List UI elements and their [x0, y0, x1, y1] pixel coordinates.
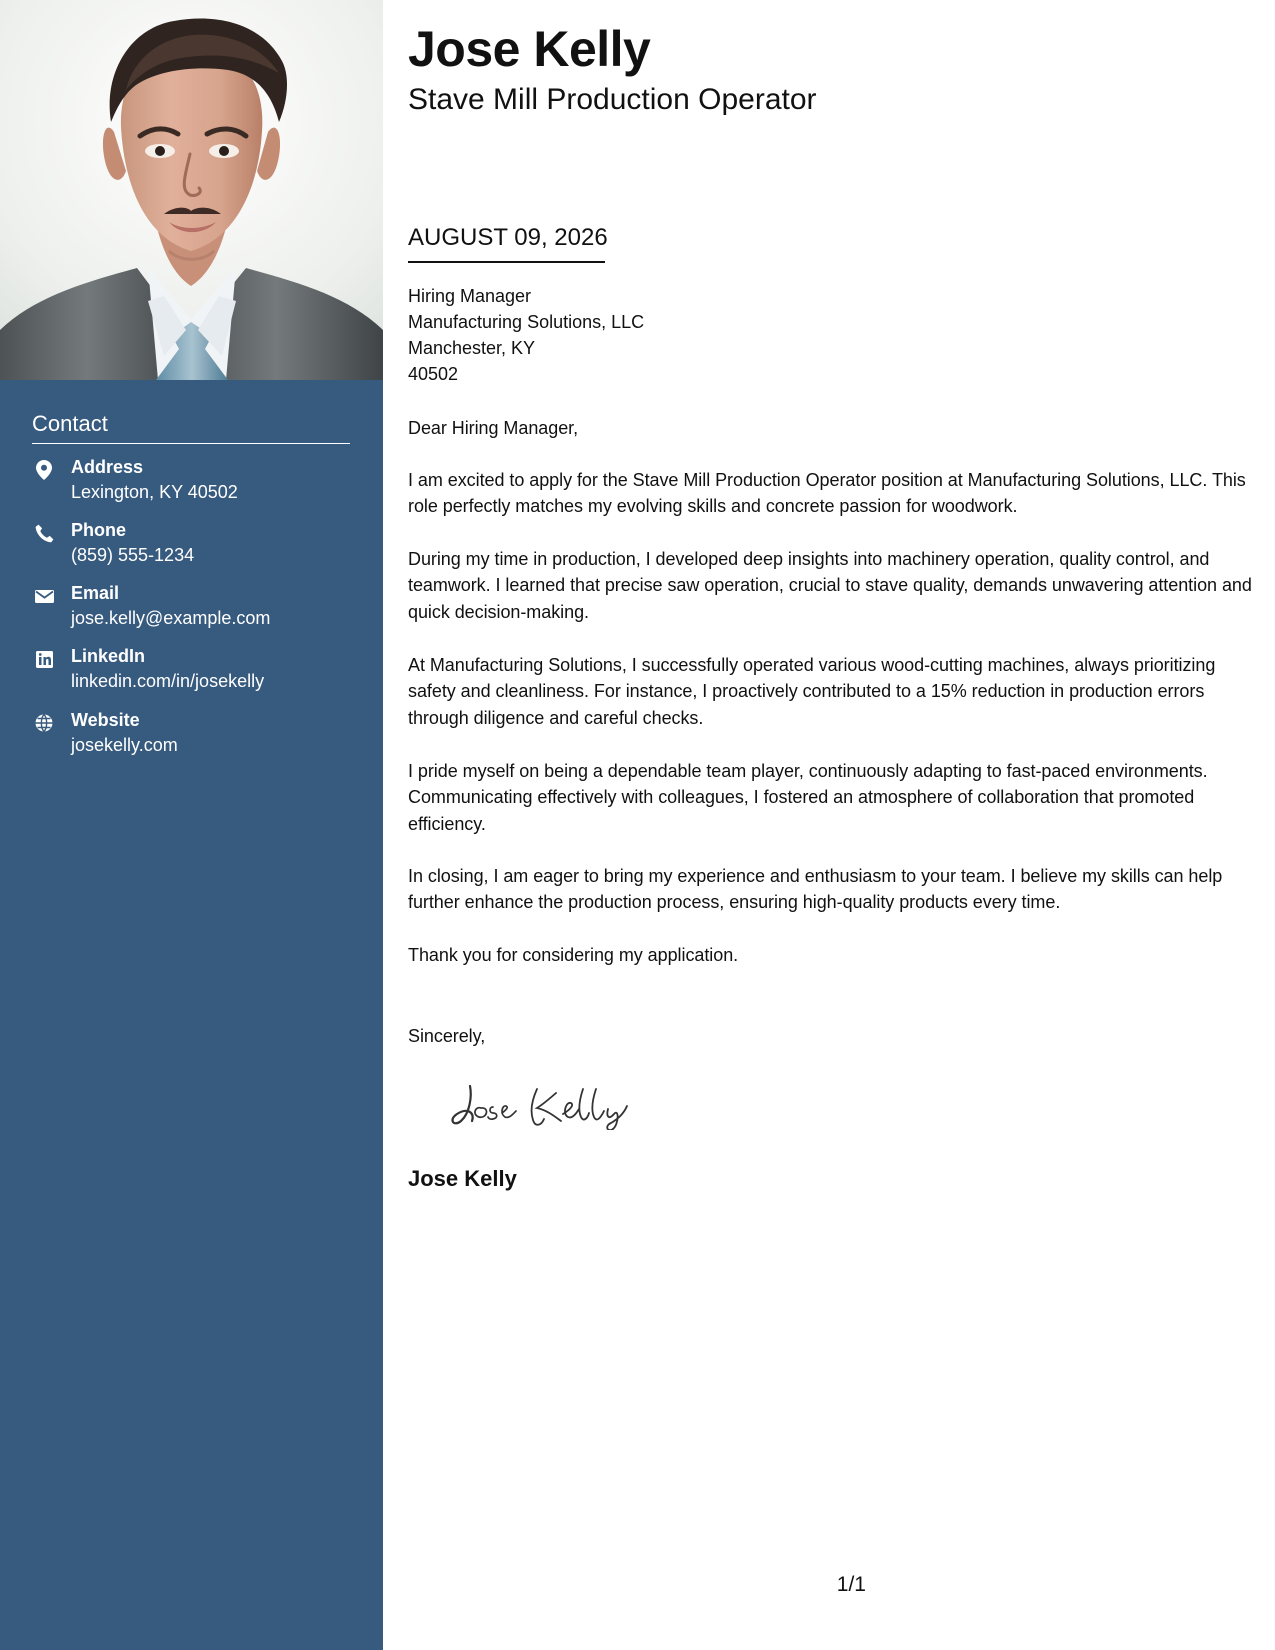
recipient-block: [408, 283, 1254, 387]
contact-heading: Contact: [32, 411, 108, 436]
contact-item-website: [32, 710, 362, 764]
body-paragraph: During my time in production, I developed deep insights into machinery operation, quality control, and teamwork. I learned that precise saw operation, crucial to stave quality, demands unwavering attention and quick decision-making.: [408, 549, 1252, 622]
letter-date: AUGUST 09, 2026: [408, 224, 608, 251]
closing-line: Sincerely,: [408, 1026, 486, 1046]
map-pin-icon: [32, 458, 56, 482]
phone-icon: [32, 521, 56, 545]
contact-item-email: [32, 583, 362, 637]
address-label: Address: [71, 457, 144, 477]
contact-sidebar: [0, 0, 383, 1650]
globe-icon: [32, 711, 56, 735]
profile-photo-illustration: [0, 0, 383, 380]
envelope-icon: [32, 584, 56, 608]
phone-label: Phone: [71, 520, 127, 540]
email-value: jose.kelly@example.com: [71, 608, 271, 628]
contact-item-phone: [32, 520, 362, 574]
signer-name: Jose Kelly: [408, 1166, 517, 1191]
page-number: 1/1: [836, 1573, 866, 1596]
body-paragraph: I pride myself on being a dependable team player, continuously adapting to fast-paced environments. Communicating effectively with colleagues, I fostered an atmosphere of collaboration that promoted efficiency.: [408, 761, 1208, 834]
applicant-name: Jose Kelly: [408, 21, 651, 77]
email-label: Email: [71, 583, 120, 603]
body-paragraph: At Manufacturing Solutions, I successfully operated various wood-cutting machines, always prioritizing safety and cleanliness. For instance, I proactively contributed to a 15% reduction in production errors through diligence and careful checks.: [408, 655, 1216, 728]
body-paragraph: In closing, I am eager to bring my experience and enthusiasm to your team. I believe my skills can help further enhance the production process, ensuring high-quality products every time.: [408, 866, 1223, 913]
recipient-line: 40502: [408, 364, 459, 384]
recipient-line: Manufacturing Solutions, LLC: [408, 312, 645, 332]
recipient-line: Manchester, KY: [408, 338, 536, 358]
website-label: Website: [71, 710, 140, 730]
linkedin-icon: [32, 647, 56, 671]
salutation: Dear Hiring Manager,: [408, 418, 579, 438]
linkedin-label: LinkedIn: [71, 646, 146, 666]
profile-photo: [0, 0, 383, 380]
recipient-line: Hiring Manager: [408, 286, 532, 306]
body-paragraph: Thank you for considering my application.: [408, 945, 739, 965]
linkedin-value: linkedin.com/in/josekelly: [71, 671, 265, 691]
contact-item-address: [32, 457, 362, 511]
contact-item-linkedin: [32, 646, 362, 700]
website-value: josekelly.com: [71, 735, 178, 755]
body-paragraph: I am excited to apply for the Stave Mill Production Operator position at Manufacturing Solutions, LLC. This role perfectly matches my evolving skills and concrete passion for woodwork.: [408, 470, 1246, 517]
phone-value: (859) 555-1234: [71, 545, 195, 565]
letter-content: [408, 0, 1254, 1650]
address-value: Lexington, KY 40502: [71, 482, 238, 502]
contact-heading-divider: [32, 443, 350, 444]
applicant-job-title: Stave Mill Production Operator: [408, 83, 817, 116]
handwritten-signature: [450, 1078, 630, 1130]
date-underline: [408, 261, 605, 263]
